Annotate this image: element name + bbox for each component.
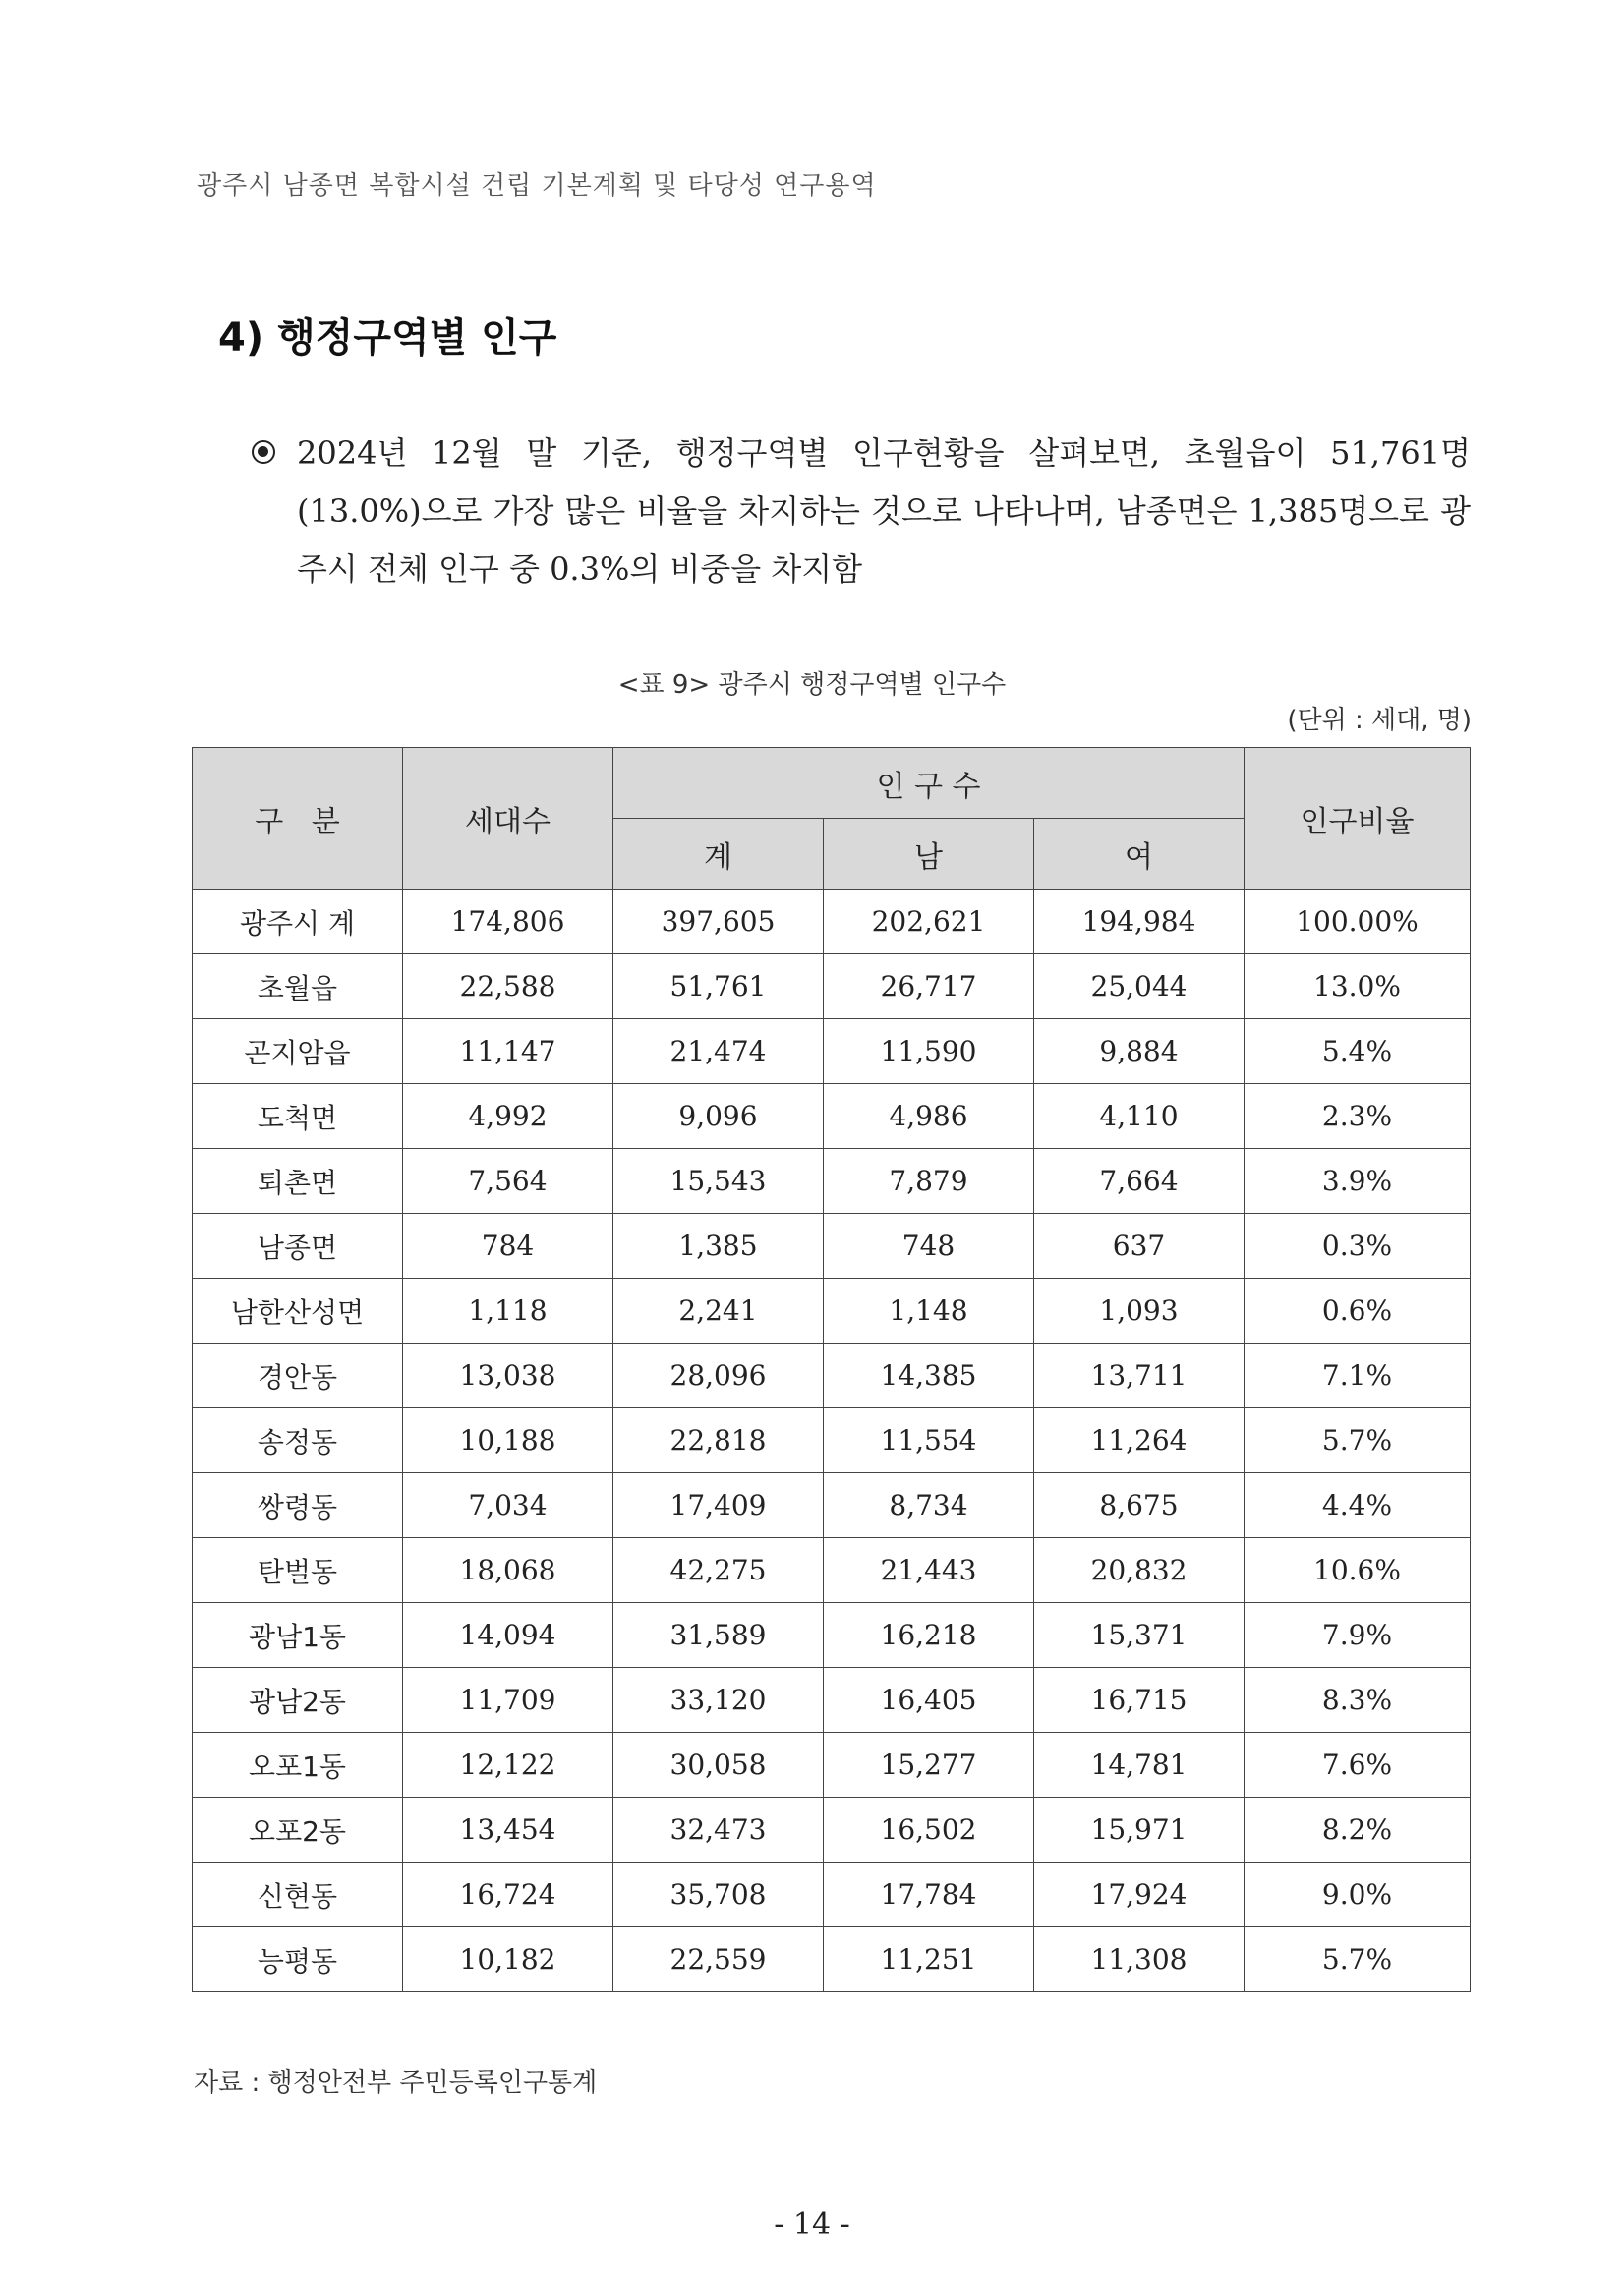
table-row <box>193 1149 1471 1214</box>
cell-total: 397,605 <box>613 890 824 954</box>
cell-ratio: 0.3% <box>1245 1214 1471 1279</box>
cell-households: 7,034 <box>403 1473 613 1538</box>
cell-total: 28,096 <box>613 1344 824 1408</box>
cell-female: 17,924 <box>1034 1863 1245 1927</box>
cell-ratio: 7.6% <box>1245 1733 1471 1798</box>
cell-male: 1,148 <box>824 1279 1034 1344</box>
cell-female: 13,711 <box>1034 1344 1245 1408</box>
cell-ratio: 9.0% <box>1245 1863 1471 1927</box>
table-body <box>193 890 1471 1992</box>
table-row <box>193 1473 1471 1538</box>
header-division: 구 분 <box>193 748 403 890</box>
section-title: 4) 행정구역별 인구 <box>218 316 557 361</box>
cell-male: 202,621 <box>824 890 1034 954</box>
cell-male: 14,385 <box>824 1344 1034 1408</box>
table-row <box>193 1927 1471 1992</box>
header-female: 여 <box>1034 819 1245 890</box>
cell-ratio: 5.7% <box>1245 1408 1471 1473</box>
cell-male: 16,502 <box>824 1798 1034 1863</box>
cell-female: 20,832 <box>1034 1538 1245 1603</box>
unit-note: (단위 : 세대, 명) <box>1287 706 1472 735</box>
bullet-paragraph <box>252 425 1471 599</box>
table-row <box>193 1214 1471 1279</box>
page-number: - 14 - <box>774 2208 850 2242</box>
cell-male: 21,443 <box>824 1538 1034 1603</box>
table-row <box>193 890 1471 954</box>
cell-total: 21,474 <box>613 1019 824 1084</box>
cell-male: 11,251 <box>824 1927 1034 1992</box>
cell-name: 남종면 <box>193 1214 403 1279</box>
cell-male: 16,218 <box>824 1603 1034 1668</box>
cell-name: 송정동 <box>193 1408 403 1473</box>
cell-households: 16,724 <box>403 1863 613 1927</box>
cell-female: 16,715 <box>1034 1668 1245 1733</box>
cell-total: 30,058 <box>613 1733 824 1798</box>
table-caption: <표 9> 광주시 행정구역별 인구수 <box>617 670 1007 700</box>
population-table <box>192 747 1471 1992</box>
header-households: 세대수 <box>403 748 613 890</box>
cell-total: 32,473 <box>613 1798 824 1863</box>
cell-households: 13,038 <box>403 1344 613 1408</box>
cell-ratio: 2.3% <box>1245 1084 1471 1149</box>
cell-ratio: 8.2% <box>1245 1798 1471 1863</box>
cell-name: 남한산성면 <box>193 1279 403 1344</box>
cell-female: 1,093 <box>1034 1279 1245 1344</box>
cell-households: 10,182 <box>403 1927 613 1992</box>
cell-ratio: 8.3% <box>1245 1668 1471 1733</box>
cell-name: 광남2동 <box>193 1668 403 1733</box>
table-row <box>193 1538 1471 1603</box>
cell-female: 9,884 <box>1034 1019 1245 1084</box>
cell-name: 초월읍 <box>193 954 403 1019</box>
cell-total: 15,543 <box>613 1149 824 1214</box>
cell-name: 경안동 <box>193 1344 403 1408</box>
table-row <box>193 954 1471 1019</box>
cell-total: 35,708 <box>613 1863 824 1927</box>
cell-total: 22,818 <box>613 1408 824 1473</box>
table-row <box>193 1798 1471 1863</box>
cell-name: 탄벌동 <box>193 1538 403 1603</box>
table-row <box>193 1084 1471 1149</box>
cell-male: 7,879 <box>824 1149 1034 1214</box>
cell-total: 9,096 <box>613 1084 824 1149</box>
cell-households: 174,806 <box>403 890 613 954</box>
source-note: 자료 : 행정안전부 주민등록인구통계 <box>194 2068 598 2097</box>
cell-male: 17,784 <box>824 1863 1034 1927</box>
bullet-circle-icon <box>252 440 275 464</box>
table-row <box>193 1279 1471 1344</box>
table-row <box>193 1733 1471 1798</box>
cell-female: 15,371 <box>1034 1603 1245 1668</box>
cell-ratio: 0.6% <box>1245 1279 1471 1344</box>
table-row <box>193 1408 1471 1473</box>
table-row <box>193 1863 1471 1927</box>
cell-ratio: 10.6% <box>1245 1538 1471 1603</box>
header-ratio: 인구비율 <box>1245 748 1471 890</box>
cell-households: 18,068 <box>403 1538 613 1603</box>
cell-ratio: 4.4% <box>1245 1473 1471 1538</box>
table-row <box>193 1344 1471 1408</box>
cell-ratio: 7.9% <box>1245 1603 1471 1668</box>
cell-male: 26,717 <box>824 954 1034 1019</box>
cell-households: 784 <box>403 1214 613 1279</box>
cell-ratio: 100.00% <box>1245 890 1471 954</box>
cell-female: 14,781 <box>1034 1733 1245 1798</box>
cell-name: 능평동 <box>193 1927 403 1992</box>
cell-households: 4,992 <box>403 1084 613 1149</box>
cell-male: 8,734 <box>824 1473 1034 1538</box>
bullet-text: 2024년 12월 말 기준, 행정구역별 인구현황을 살펴보면, 초월읍이 51,761명(13.0%)으로 가장 많은 비율을 차지하는 것으로 나타나며, 남종면은 1,385명으로 광주시 전체 인구 중 0.3%의 비중을 차지함 <box>297 434 1471 588</box>
cell-ratio: 7.1% <box>1245 1344 1471 1408</box>
cell-total: 33,120 <box>613 1668 824 1733</box>
cell-male: 748 <box>824 1214 1034 1279</box>
cell-female: 7,664 <box>1034 1149 1245 1214</box>
cell-name: 신현동 <box>193 1863 403 1927</box>
cell-households: 1,118 <box>403 1279 613 1344</box>
cell-female: 4,110 <box>1034 1084 1245 1149</box>
cell-total: 42,275 <box>613 1538 824 1603</box>
cell-total: 2,241 <box>613 1279 824 1344</box>
table-row <box>193 1019 1471 1084</box>
cell-total: 1,385 <box>613 1214 824 1279</box>
cell-households: 12,122 <box>403 1733 613 1798</box>
cell-households: 13,454 <box>403 1798 613 1863</box>
cell-ratio: 3.9% <box>1245 1149 1471 1214</box>
cell-male: 11,554 <box>824 1408 1034 1473</box>
cell-households: 10,188 <box>403 1408 613 1473</box>
cell-total: 31,589 <box>613 1603 824 1668</box>
cell-female: 637 <box>1034 1214 1245 1279</box>
cell-female: 11,264 <box>1034 1408 1245 1473</box>
table-row <box>193 1603 1471 1668</box>
header-population: 인 구 수 <box>613 748 1245 819</box>
cell-ratio: 13.0% <box>1245 954 1471 1019</box>
cell-male: 4,986 <box>824 1084 1034 1149</box>
cell-name: 광주시 계 <box>193 890 403 954</box>
cell-male: 16,405 <box>824 1668 1034 1733</box>
cell-female: 11,308 <box>1034 1927 1245 1992</box>
cell-households: 11,709 <box>403 1668 613 1733</box>
cell-female: 25,044 <box>1034 954 1245 1019</box>
cell-ratio: 5.7% <box>1245 1927 1471 1992</box>
table-row <box>193 1668 1471 1733</box>
cell-female: 8,675 <box>1034 1473 1245 1538</box>
cell-households: 7,564 <box>403 1149 613 1214</box>
cell-households: 22,588 <box>403 954 613 1019</box>
cell-male: 11,590 <box>824 1019 1034 1084</box>
cell-name: 곤지암읍 <box>193 1019 403 1084</box>
cell-total: 17,409 <box>613 1473 824 1538</box>
running-header: 광주시 남종면 복합시설 건립 기본계획 및 타당성 연구용역 <box>197 171 877 201</box>
cell-female: 15,971 <box>1034 1798 1245 1863</box>
header-total: 계 <box>613 819 824 890</box>
cell-name: 오포2동 <box>193 1798 403 1863</box>
cell-name: 오포1동 <box>193 1733 403 1798</box>
cell-households: 11,147 <box>403 1019 613 1084</box>
cell-male: 15,277 <box>824 1733 1034 1798</box>
cell-name: 쌍령동 <box>193 1473 403 1538</box>
cell-name: 광남1동 <box>193 1603 403 1668</box>
cell-households: 14,094 <box>403 1603 613 1668</box>
cell-name: 도척면 <box>193 1084 403 1149</box>
cell-name: 퇴촌면 <box>193 1149 403 1214</box>
cell-total: 51,761 <box>613 954 824 1019</box>
header-male: 남 <box>824 819 1034 890</box>
cell-female: 194,984 <box>1034 890 1245 954</box>
cell-total: 22,559 <box>613 1927 824 1992</box>
cell-ratio: 5.4% <box>1245 1019 1471 1084</box>
